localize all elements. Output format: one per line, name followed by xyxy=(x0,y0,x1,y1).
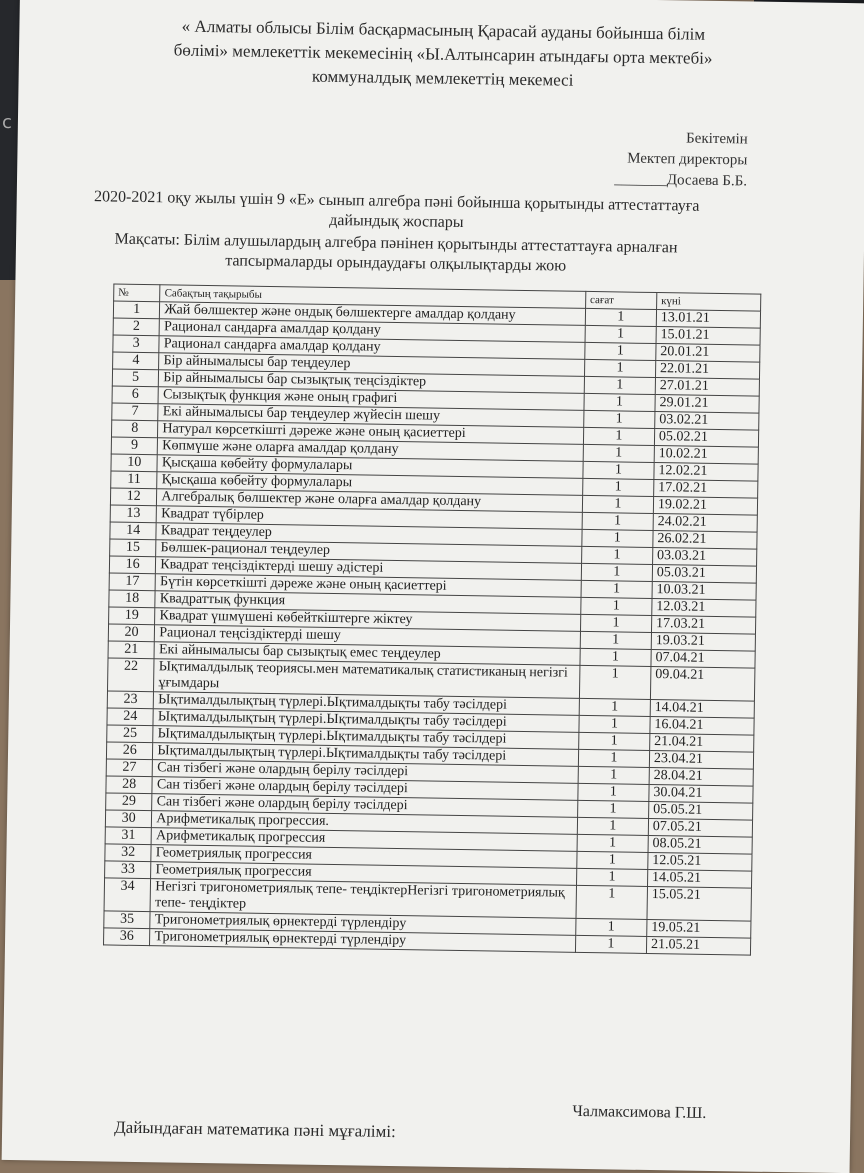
lesson-table xyxy=(103,284,761,956)
row-number: 14 xyxy=(110,522,157,540)
row-hours: 1 xyxy=(585,325,656,343)
row-number: 22 xyxy=(108,658,155,692)
approval-line: _______Досаева Б.Б. xyxy=(614,171,748,190)
row-date: 10.03.21 xyxy=(652,582,756,601)
row-date: 05.03.21 xyxy=(652,565,756,584)
row-topic: Рационал сандарға амалдар қолдану xyxy=(159,319,585,343)
row-topic: Сан тізбегі және олардың берілу тәсілдері xyxy=(152,777,578,801)
row-date: 15.05.21 xyxy=(647,886,752,921)
row-hours: 1 xyxy=(579,715,650,733)
row-topic: Ықтималдылықтың түрлері.Ықтималдықты табу тәсілдері xyxy=(153,726,579,750)
teacher-label: Дайындаған математика пәні мұғалімі: xyxy=(114,1117,396,1142)
row-hours: 1 xyxy=(582,478,653,496)
row-hours: 1 xyxy=(584,410,655,428)
row-hours: 1 xyxy=(582,495,653,513)
teacher-name: Чалмаксимова Г.Ш. xyxy=(572,1102,707,1122)
row-topic: Бүтін көрсеткішті дәреже және оның қасиеттері xyxy=(155,574,581,598)
row-hours: 1 xyxy=(579,665,651,699)
row-hours: 1 xyxy=(580,648,651,666)
row-number: 12 xyxy=(110,488,157,506)
row-number: 13 xyxy=(110,505,157,523)
row-topic: Геометриялық прогрессия xyxy=(151,862,577,886)
row-number: 28 xyxy=(106,776,153,794)
row-hours: 1 xyxy=(583,461,654,479)
row-hours: 1 xyxy=(581,580,652,598)
row-number: 34 xyxy=(104,878,151,912)
row-date: 10.02.21 xyxy=(654,446,758,465)
row-topic: Сан тізбегі және олардың берілу тәсілдері xyxy=(153,760,579,784)
approval-line: Бекітемін xyxy=(685,130,748,148)
row-hours: 1 xyxy=(581,546,652,564)
row-number: 23 xyxy=(107,691,154,709)
row-number: 4 xyxy=(113,352,160,370)
row-date: 21.04.21 xyxy=(650,733,754,752)
row-hours: 1 xyxy=(575,935,646,953)
row-date: 03.03.21 xyxy=(652,548,756,567)
row-topic: Сызықтық функция және оның графигі xyxy=(158,387,584,411)
row-date: 19.03.21 xyxy=(651,632,755,651)
row-number: 18 xyxy=(109,590,156,608)
row-date: 29.01.21 xyxy=(655,395,759,414)
row-topic: Квадрат үшмүшені көбейткіштерге жіктеу xyxy=(155,608,581,632)
row-date: 30.04.21 xyxy=(649,784,753,803)
row-number: 5 xyxy=(112,369,159,387)
row-hours: 1 xyxy=(578,749,649,767)
row-hours: 1 xyxy=(579,698,650,716)
row-date: 17.02.21 xyxy=(654,480,758,499)
row-number: 32 xyxy=(105,844,152,862)
row-date: 15.01.21 xyxy=(656,327,760,346)
row-topic: Геометриялық прогрессия xyxy=(151,845,577,869)
header-topic: Сабақтың тақырыбы xyxy=(160,285,586,309)
row-number: 25 xyxy=(107,725,154,743)
row-topic: Арифметикалық прогрессия xyxy=(151,828,577,852)
row-topic: Рационал теңсіздіктерді шешу xyxy=(155,625,581,649)
row-topic: Бір айнымалысы бар сызықтық теңсіздіктер xyxy=(159,370,585,394)
row-topic: Ықтималдылықтың түрлері.Ықтималдықты табу тәсілдері xyxy=(153,709,579,733)
row-number: 24 xyxy=(107,708,154,726)
row-date: 27.01.21 xyxy=(655,378,759,397)
row-number: 2 xyxy=(113,318,160,336)
row-hours: 1 xyxy=(584,393,655,411)
row-hours: 1 xyxy=(585,342,656,360)
row-topic: Екі айнымалысы бар теңдеулер жүйесін шешу xyxy=(158,404,584,428)
row-topic: Квадрат теңдеулер xyxy=(156,523,582,547)
row-date: 05.02.21 xyxy=(654,429,758,448)
row-hours: 1 xyxy=(583,427,654,445)
row-hours: 1 xyxy=(584,376,655,394)
row-topic: Негізгі тригонометриялық тепе- теңдіктерНегізгі тригонометриялық тепе- теңдіктер xyxy=(150,879,576,919)
row-date: 14.05.21 xyxy=(647,869,751,888)
row-number: 26 xyxy=(106,742,153,760)
row-topic: Ықтималдылықтың түрлері.Ықтималдықты табу тәсілдері xyxy=(154,692,580,716)
row-topic: Тригонометриялық өрнектерді түрлендіру xyxy=(150,912,576,936)
row-number: 8 xyxy=(111,420,158,438)
header-line: « Алматы облысы Білім басқармасының Қарасай ауданы бойынша білім xyxy=(181,16,706,44)
row-number: 10 xyxy=(111,454,158,472)
row-number: 30 xyxy=(105,810,152,828)
row-topic: Ықтималдылықтың түрлері.Ықтималдықты табу тәсілдері xyxy=(153,743,579,767)
row-date: 17.03.21 xyxy=(651,615,755,634)
row-number: 31 xyxy=(105,827,152,845)
row-number: 6 xyxy=(112,386,159,404)
row-number: 3 xyxy=(113,335,160,353)
row-topic: Бөлшек-рационал теңдеулер xyxy=(156,540,582,564)
row-topic: Алгебралық бөлшектер және оларға амалдар қолдану xyxy=(157,489,583,513)
row-date: 12.05.21 xyxy=(648,852,752,871)
row-number: 36 xyxy=(104,928,151,946)
row-date: 24.02.21 xyxy=(653,514,757,533)
row-number: 29 xyxy=(106,793,153,811)
row-date: 19.05.21 xyxy=(647,919,751,938)
row-date: 09.04.21 xyxy=(650,666,755,701)
row-topic: Рационал сандарға амалдар қолдану xyxy=(159,336,585,360)
row-hours: 1 xyxy=(583,444,654,462)
approval-block xyxy=(577,127,748,193)
row-number: 19 xyxy=(109,607,156,625)
row-hours: 1 xyxy=(580,631,651,649)
row-topic: Квадрат түбірлер xyxy=(157,506,583,530)
row-hours: 1 xyxy=(580,614,651,632)
row-number: 27 xyxy=(106,759,153,777)
row-number: 21 xyxy=(108,641,155,659)
row-hours: 1 xyxy=(577,834,648,852)
row-topic: Квадраттық функция xyxy=(155,591,581,615)
row-number: 16 xyxy=(109,556,156,574)
row-number: 9 xyxy=(111,437,158,455)
row-hours: 1 xyxy=(581,597,652,615)
row-hours: 1 xyxy=(585,308,656,326)
row-hours: 1 xyxy=(578,783,649,801)
row-topic: Сан тізбегі және олардың берілу тәсілдері xyxy=(152,794,578,818)
row-date: 21.05.21 xyxy=(646,936,750,955)
row-topic: Арифметикалық прогрессия. xyxy=(152,811,578,835)
row-date: 05.05.21 xyxy=(648,801,752,820)
row-date: 12.03.21 xyxy=(652,599,756,618)
row-hours: 1 xyxy=(582,529,653,547)
row-hours: 1 xyxy=(578,732,649,750)
row-hours: 1 xyxy=(576,885,648,919)
header-line: бөлімі» мемлекеттік мекемесінің «Ы.Алтынсарин атындағы орта мектебі» xyxy=(173,40,713,68)
row-date: 19.02.21 xyxy=(653,497,757,516)
row-date: 12.02.21 xyxy=(654,463,758,482)
row-topic: Тригонометриялық өрнектерді түрлендіру xyxy=(150,929,576,953)
row-number: 7 xyxy=(112,403,159,421)
document-goal: Мақсаты: Білім алушылардың алгебра пәнінен қорытынды аттестаттауға арналған тапсырмаларды орындаудағы олқылықтарды жою xyxy=(114,230,678,275)
row-hours: 1 xyxy=(578,766,649,784)
row-topic: Квадрат теңсіздіктерді шешу әдістері xyxy=(156,557,582,581)
row-topic: Екі айнымалысы бар сызықтық емес теңдеулер xyxy=(154,642,580,666)
header-number: № xyxy=(114,284,161,302)
row-number: 33 xyxy=(105,861,152,879)
row-date: 16.04.21 xyxy=(650,716,754,735)
approval-line: Мектеп директоры xyxy=(627,150,748,169)
row-topic: Қысқаша көбейту формулалары xyxy=(157,455,583,479)
row-hours: 1 xyxy=(581,563,652,581)
row-date: 23.04.21 xyxy=(649,750,753,769)
row-topic: Қысқаша көбейту формулалары xyxy=(157,472,583,496)
row-date: 07.05.21 xyxy=(648,818,752,837)
row-hours: 1 xyxy=(577,851,648,869)
row-hours: 1 xyxy=(582,512,653,530)
row-topic: Ықтималдылық теориясы.мен математикалық статистиканың негізгі ұғымдары xyxy=(154,659,580,699)
row-number: 11 xyxy=(111,471,158,489)
row-date: 26.02.21 xyxy=(653,531,757,550)
row-number: 1 xyxy=(113,301,160,319)
row-topic: Жай бөлшектер және ондық бөлшектерге амалдар қолдану xyxy=(160,302,586,326)
row-topic: Көпмүше және оларға амалдар қолдану xyxy=(158,438,584,462)
row-number: 17 xyxy=(109,573,156,591)
row-number: 35 xyxy=(104,911,151,929)
row-hours: 1 xyxy=(576,918,647,936)
document-page xyxy=(2,0,864,1173)
row-date: 22.01.21 xyxy=(655,361,759,380)
row-hours: 1 xyxy=(577,817,648,835)
row-date: 20.01.21 xyxy=(656,344,760,363)
row-date: 14.04.21 xyxy=(650,699,754,718)
row-date: 07.04.21 xyxy=(651,649,755,668)
row-topic: Натурал көрсеткішті дәреже және оның қасиеттері xyxy=(158,421,584,445)
document-title: 2020-2021 оқу жылы үшін 9 «Е» сынып алгебра пәні бойынша қорытынды аттестаттауға дайындық жоспары xyxy=(93,188,700,231)
row-date: 28.04.21 xyxy=(649,767,753,786)
row-hours: 1 xyxy=(576,868,647,886)
row-date: 13.01.21 xyxy=(656,310,760,329)
row-hours: 1 xyxy=(577,800,648,818)
document-header xyxy=(19,12,864,97)
row-number: 15 xyxy=(110,539,157,557)
row-date: 03.02.21 xyxy=(655,412,759,431)
header-date: күні xyxy=(656,293,760,312)
row-date: 08.05.21 xyxy=(648,835,752,854)
monitor-letter: c xyxy=(2,112,12,133)
header-line: коммуналдық мемлекеттің мекемесі xyxy=(311,66,574,90)
row-number: 20 xyxy=(108,624,155,642)
row-hours: 1 xyxy=(584,359,655,377)
row-topic: Бір айнымалысы бар теңдеулер xyxy=(159,353,585,377)
header-hours: сағат xyxy=(585,291,656,309)
